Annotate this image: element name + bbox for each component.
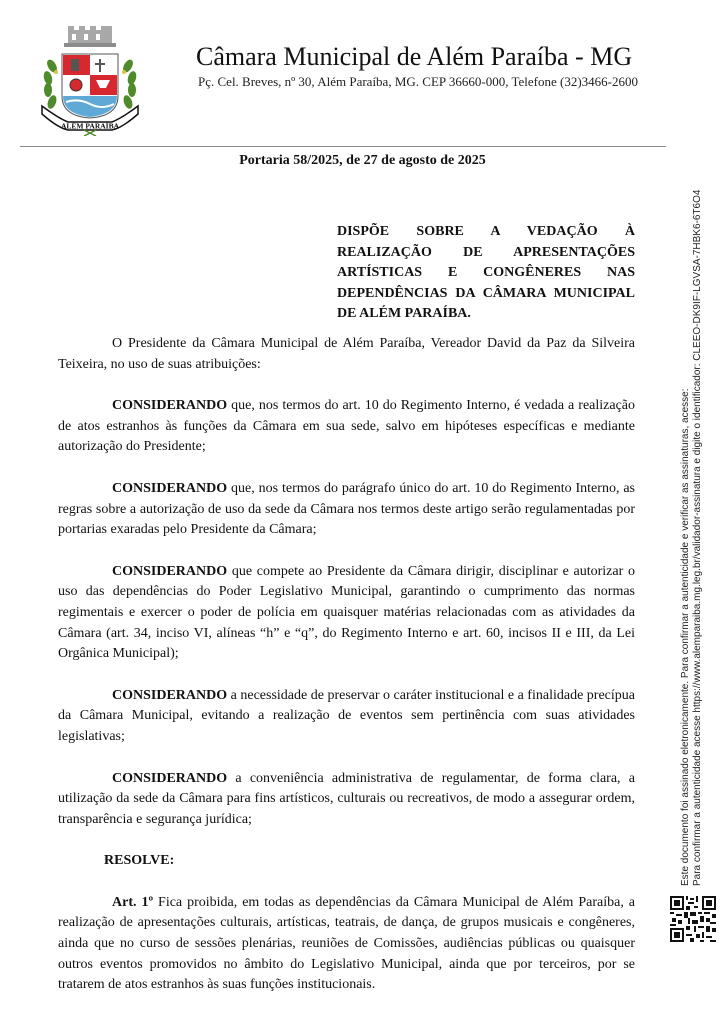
considerando-lead: CONSIDERANDO — [112, 398, 228, 414]
verification-instructions[interactable]: Para confirmar a autenticidade acesse https://www.alemparaiba.mg.leg.br/validador-assinatura e digite o identificador: CLEEO-DK9IF-LGVSA-7HBK6-6T6O4 — [692, 189, 703, 886]
institution-address: Pç. Cel. Breves, nº 30, Além Paraíba, MG. CEP 36660-000, Telefone (32)3466-2600 — [198, 74, 639, 89]
article-paragraph — [58, 893, 635, 996]
considerando-lead: CONSIDERANDO — [112, 770, 228, 786]
considerando-text: a necessidade de preservar o caráter institucional e a finalidade precípua da Câmara Municipal, evitando a realização de eventos sem pertinência com suas atividades legislativas; — [58, 687, 635, 744]
signature-notice: Este documento foi assinado eletronicamente. Para confirmar a autenticidade e verificar as assinaturas, acesse: — [680, 388, 691, 886]
considerando-paragraph — [58, 686, 635, 748]
ementa-line: REALIZAÇÃO DE APRESENTAÇÕES — [337, 244, 635, 260]
considerando-paragraph — [58, 562, 635, 665]
considerando-lead: CONSIDERANDO — [112, 480, 228, 496]
mural-crown-icon — [64, 26, 116, 47]
considerando-lead: CONSIDERANDO — [112, 563, 228, 579]
institution-title: Câmara Municipal de Além Paraíba - MG — [196, 42, 633, 71]
considerando-lead: CONSIDERANDO — [112, 687, 228, 703]
shield-icon — [62, 54, 118, 118]
ementa — [337, 222, 635, 325]
document-number: Portaria 58/2025, de 27 de agosto de 2025 — [239, 153, 486, 168]
qr-code-icon[interactable] — [670, 896, 716, 942]
article-text: Fica proibida, em todas as dependências da Câmara Municipal de Além Paraíba, a realização de apresentações culturais, artísticas, teatrais, de dança, de grupos musicais e congêneres, ainda que no curso de sessões plenárias, reuniões de Comissões, audiências públicas ou quaisquer outros eventos promovidos no âmbito do Legislativo Municipal, ainda que por terceiros, por se tratarem de atos estranhos às suas funções institucionais. — [58, 894, 636, 993]
considerando-paragraph — [58, 769, 635, 831]
ementa-line: DISPÕE SOBRE A VEDAÇÃO À — [337, 224, 635, 239]
banner-text: ALÉM PARAÍBA — [61, 121, 119, 131]
considerando-text: a conveniência administrativa de regulamentar, de forma clara, a utilização da sede da Câmara para fins artísticos, culturais ou recreativos, de modo a assegurar ordem, transparência e segurança jurídica; — [58, 770, 635, 827]
considerando-paragraph — [58, 396, 635, 458]
header-divider — [20, 146, 666, 147]
considerando-paragraph — [58, 479, 635, 541]
coat-of-arms-logo — [38, 26, 142, 136]
resolve-label: RESOLVE: — [104, 853, 175, 869]
ementa-line: DE ALÉM PARAÍBA. — [337, 306, 471, 321]
document-body — [58, 334, 635, 1017]
considerando-text: que, nos termos do parágrafo único do art. 10 do Regimento Interno, as regras sobre a autorização de uso da sede da Câmara nos termos deste artigo serão regulamentadas por portarias exaradas pelo Presidente da Câmara; — [58, 480, 635, 538]
ementa-line: DEPENDÊNCIAS DA CÂMARA MUNICIPAL — [337, 285, 635, 301]
article-lead: Art. 1º — [112, 894, 154, 910]
ementa-line: ARTÍSTICAS E CONGÊNERES NAS — [337, 265, 635, 280]
preamble: O Presidente da Câmara Municipal de Além Paraíba, Vereador David da Paz da Silveira Teixeira, no uso de suas atribuições: — [58, 336, 635, 372]
resolve-heading — [58, 851, 635, 872]
considerando-text: que, nos termos do art. 10 do Regimento Interno, é vedada a realização de atos estranhos às funções da Câmara em sua sede, salvo em hipóteses específicas e mediante autorização do Presidente; — [58, 398, 635, 455]
considerando-text: que compete ao Presidente da Câmara dirigir, disciplinar e autorizar o uso das dependências do Poder Legislativo Municipal, garantindo o cumprimento das normas regimentais e exercer o poder de polícia em quaisquer matérias relacionadas com as atividades da Câmara (art. 34, inciso VI, alíneas “h” e “q”, do Regimento Interno e art. 60, incisos II e III, da Lei Orgânica Municipal); — [58, 563, 635, 662]
